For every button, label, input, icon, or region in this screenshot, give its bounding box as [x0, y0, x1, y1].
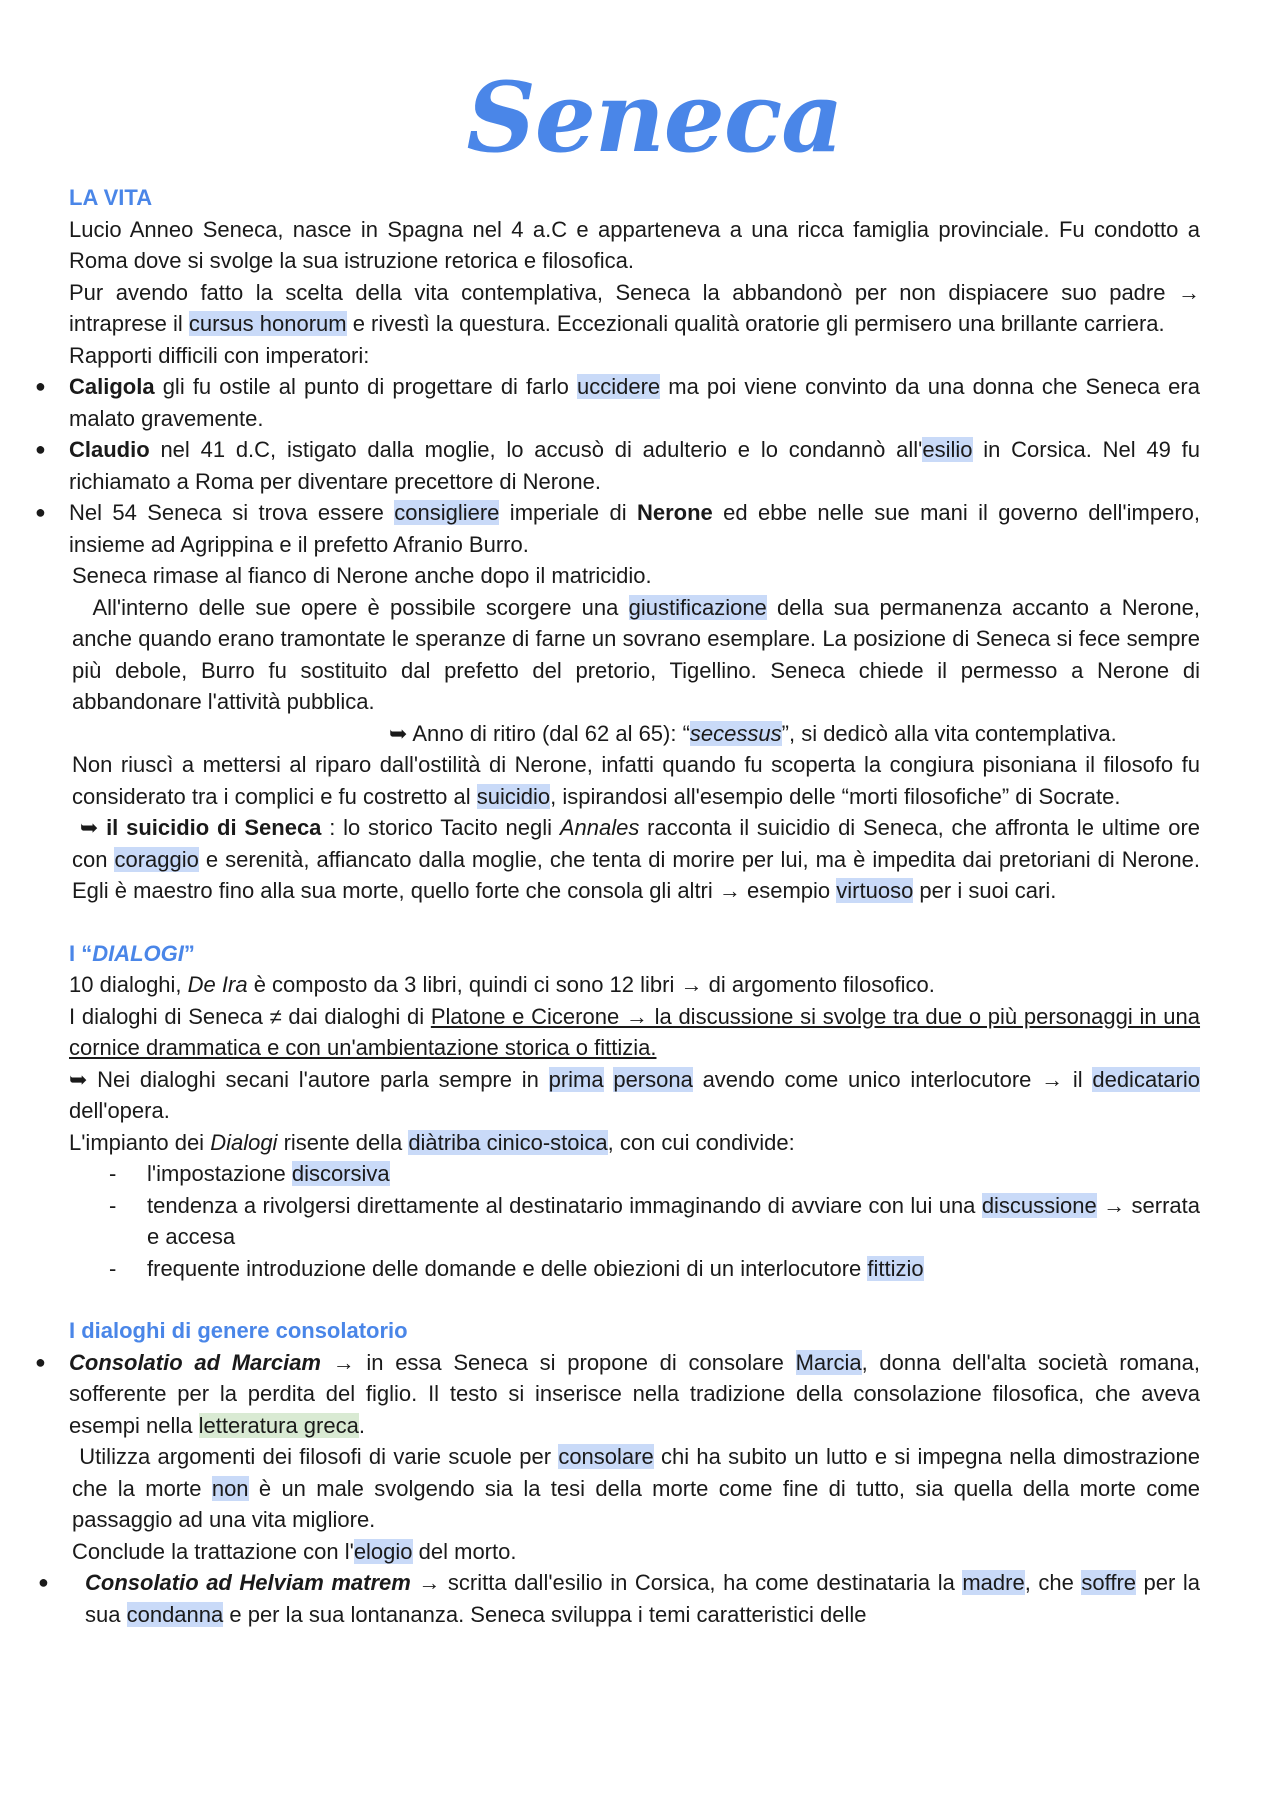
list-item-discussione: - tendenza a rivolgersi direttamente al destinatario immaginando di avviare con lui una discussione → serrata e accesa [109, 1192, 1200, 1249]
document-page [35, 0, 1201, 1630]
heading-la-vita: LA VITA [69, 185, 153, 210]
emperors-list [35, 371, 1201, 560]
bullet-icon: ● [35, 439, 46, 459]
arrow-icon: ➥ [79, 815, 107, 840]
list-item-marciam: ● Consolatio ad Marciam → in essa Seneca si propone di consolare Marcia, donna dell'alta società romana, sofferente per la perdita del figlio. Il testo si inserisce nella tradizione della consolazione filosofica, che aveva esempi nella letteratura greca. [69, 1347, 1200, 1442]
heading-consolatorio: I dialoghi di genere consolatorio [69, 1318, 408, 1343]
paragraph-suicidio: ➥ il suicidio di Seneca : lo storico Tacito negli Annales racconta il suicidio di Seneca, che affronta le ultime ore con coraggio e serenità, affiancato dalla moglie, che tenta di morire per lui, ma è impedita dai pretoriani di Nerone. Egli è maestro fino alla sua morte, quello forte che consola gli altri → esempio virtuoso per i suoi cari. [72, 815, 1201, 903]
bullet-icon: ● [35, 502, 46, 522]
consolatio-list [35, 1347, 1200, 1442]
paragraph-giustificazione: All'interno delle sue opere è possibile scorgere una giustificazione della sua permanenza accanto a Nerone, anche quando erano tramontate le speranze di farne un sovrano esemplare. La posizione di Seneca si fece sempre più debole, Burro fu sostituito dal prefetto del pretorio, Tigellino. Seneca chiede il permesso a Nerone di abbandonare l'attività pubblica. [72, 594, 1200, 714]
paragraph-matricidio: Seneca rimase al fianco di Nerone anche dopo il matricidio. [72, 563, 652, 588]
consolatio-list-2 [38, 1567, 1200, 1630]
paragraph-prima-persona: ➥ Nei dialoghi secani l'autore parla sempre in prima persona avendo come unico interlocutore → il dedicatario dell'opera. [69, 1066, 1200, 1123]
document-title: Seneca [466, 61, 843, 174]
highlight-cursus-honorum: cursus honorum [188, 311, 347, 336]
diatriba-list [69, 1158, 1200, 1284]
paragraph-confronto: I dialoghi di Seneca ≠ dai dialoghi di Platone e Cicerone → la discussione si svolge tra due o più personaggi in una cornice drammatica e con un'ambientazione storica o fittizia. [69, 1003, 1201, 1060]
list-item-fittizio: - frequente introduzione delle domande e delle obiezioni di un interlocutore fittizio [109, 1255, 924, 1281]
list-item-claudio: ● Claudio nel 41 d.C, istigato dalla moglie, lo accusò di adulterio e lo condannò all'esilio in Corsica. Nel 49 fu richiamato a Roma per diventare precettore di Nerone. [69, 434, 1200, 497]
bullet-icon: ● [35, 376, 46, 396]
paragraph-secessus: ➥ Anno di ritiro (dal 62 al 65): “secessus”, si dedicò alla vita contemplativa. [389, 720, 1117, 746]
bullet-icon: ● [38, 1572, 49, 1592]
paragraph-impianto: L'impianto dei Dialogi risente della diàtriba cinico-stoica, con cui condivide: [69, 1129, 795, 1155]
paragraph-congiura: Non riuscì a mettersi al riparo dall'ostilità di Nerone, infatti quando fu scoperta la congiura pisoniana il filosofo fu considerato tra i complici e fu costretto al suicidio, ispirandosi all'esempio delle “morti filosofiche” di Socrate. [72, 752, 1200, 809]
bullet-icon: ● [35, 1351, 46, 1372]
list-item-nerone: ● Nel 54 Seneca si trova essere consigliere imperiale di Nerone ed ebbe nelle sue mani il governo dell'impero, insieme ad Agrippina e il prefetto Afranio Burro. [69, 497, 1200, 560]
paragraph-rapporti: Rapporti difficili con imperatori: [69, 342, 370, 368]
paragraph-argomenti: Utilizza argomenti dei filosofi di varie scuole per consolare chi ha subito un lutto e si impegna nella dimostrazione che la morte non è un male svolgendo sia la tesi della morte come fine di tutto, sia quella della morte come passaggio ad una vita migliore. [72, 1444, 1201, 1532]
list-item-helviam: ● Consolatio ad Helviam matrem → scritta dall'esilio in Corsica, ha come destinataria la madre, che soffre per la sua condanna e per la sua lontananza. Seneca sviluppa i temi caratteristici delle [69, 1567, 1200, 1630]
list-item-caligola: ● Caligola gli fu ostile al punto di progettare di farlo uccidere ma poi viene convinto da una donna che Seneca era malato gravemente. [69, 371, 1200, 434]
paragraph-career: Pur avendo fatto la scelta della vita contemplativa, Seneca la abbandonò per non dispiacere suo padre → intraprese il cursus honorum e rivestì la questura. Eccezionali qualità oratorie gli permisero una brillante carriera. [69, 279, 1200, 336]
paragraph-dieci-dialoghi: 10 dialoghi, De Ira è composto da 3 libri, quindi ci sono 12 libri → di argomento filosofico. [69, 972, 935, 997]
paragraph-birth: Lucio Anneo Seneca, nasce in Spagna nel 4 a.C e apparteneva a una ricca famiglia provinciale. Fu condotto a Roma dove si svolge la sua istruzione retorica e filosofica. [69, 216, 1200, 273]
list-item-discorsiva: - l'impostazione discorsiva [109, 1161, 390, 1186]
heading-dialogi: I “DIALOGI” [69, 940, 195, 966]
paragraph-elogio: Conclude la trattazione con l'elogio del morto. [72, 1538, 517, 1564]
